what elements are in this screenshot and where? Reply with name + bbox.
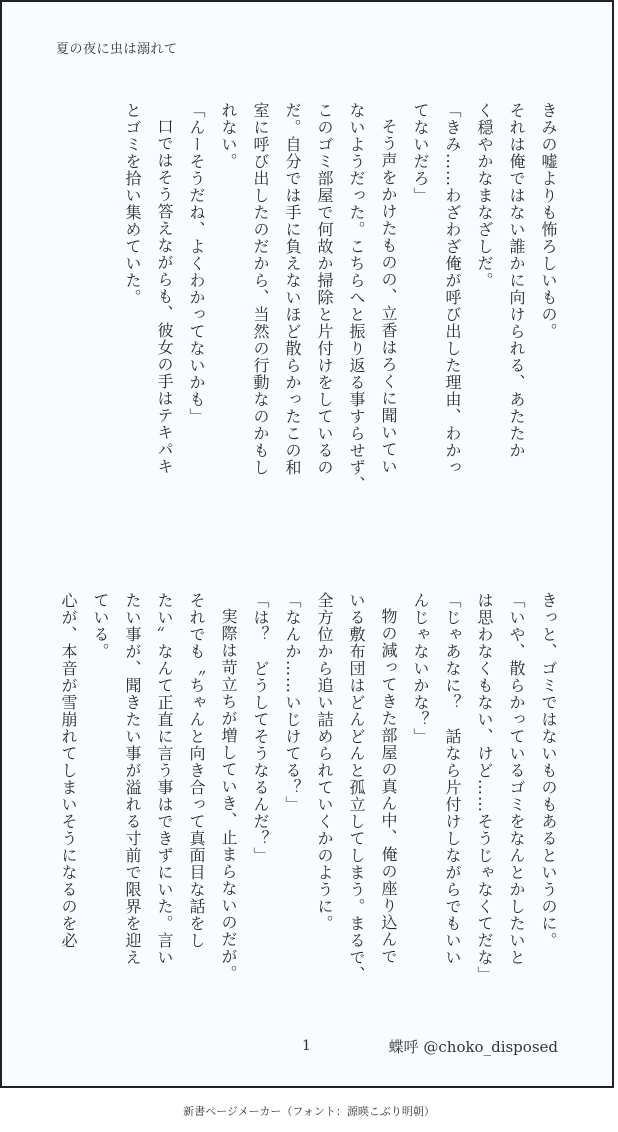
text-line: 「じゃあなに？ 話なら片付けしながらでもいい <box>443 592 462 966</box>
text-block-bottom <box>52 592 564 1032</box>
text-line: たい〟なんて正直に言う事はできずにいた。言い <box>155 592 174 966</box>
text-line: 口ではそう答えながらも、彼女の手はテキパキ <box>155 118 174 475</box>
text-line: いる敷布団はどんどんと孤立してしまう。まるで、 <box>347 592 366 983</box>
text-line: 「なんか……いじけてる？」 <box>283 592 302 813</box>
text-line: 実際は苛立ちが増していき、止まらないのだが。 <box>219 608 238 982</box>
text-line: それは俺ではない誰かに向けられる、あたたか <box>507 102 526 459</box>
text-line: は思わなくもない、けど……そうじゃなくてだな」 <box>475 592 494 983</box>
text-line: く穏やかなまなざしだ。 <box>475 102 494 289</box>
text-line: 全方位から追い詰められていくかのように。 <box>315 592 334 932</box>
text-line: このゴミ部屋で何故か掃除と片付けをしているの <box>315 102 334 476</box>
text-line: きっと、ゴミではないものもあるというのに。 <box>539 592 558 949</box>
text-line: それでも〝ちゃんと向き合って真面目な話をし <box>187 592 206 949</box>
text-block-top <box>116 102 564 542</box>
text-line: れない。 <box>219 102 238 170</box>
text-line: 「は？ どうしてそうなるんだ？」 <box>251 592 270 864</box>
author-credit: 蝶呼 @choko_disposed <box>388 1038 558 1056</box>
text-line: てないだろ」 <box>411 102 430 204</box>
text-line: 「いや、散らかっているゴミをなんとかしたいと <box>507 592 526 966</box>
chapter-title: 夏の夜に虫は溺れて <box>56 42 178 57</box>
text-line: 室に呼び出したのだから、当然の行動なのかもし <box>251 102 270 476</box>
text-line: 物の減ってきた部屋の真ん中、俺の座り込んで <box>379 608 398 965</box>
text-line: そう声をかけたものの、立香はろくに聞いてい <box>379 118 398 475</box>
text-line: んじゃないかな？」 <box>411 592 430 745</box>
text-line: 「んーそうだね、よくわかってないかも」 <box>187 102 206 425</box>
generator-credit: 新書ページメーカー（フォント：源暎こぶり明朝） <box>183 1105 435 1118</box>
text-line: とゴミを拾い集めていた。 <box>123 102 142 306</box>
text-line: たい事が、聞きたい事が溢れる寸前で限界を迎え <box>123 592 142 966</box>
text-line: きみの嘘よりも怖ろしいもの。 <box>539 102 558 340</box>
text-line: ないようだった。こちらへと振り返る事すらせず、 <box>347 102 366 493</box>
text-line: 心が、本音が雪崩れてしまいそうになるのを必 <box>59 592 78 949</box>
text-line: 「きみ……わざわざ俺が呼び出した理由、わかっ <box>443 102 462 476</box>
text-line: だ。自分では手に負えないほど散らかったこの和 <box>283 102 302 476</box>
page-number: 1 <box>302 1038 311 1054</box>
text-line: ている。 <box>91 592 110 660</box>
